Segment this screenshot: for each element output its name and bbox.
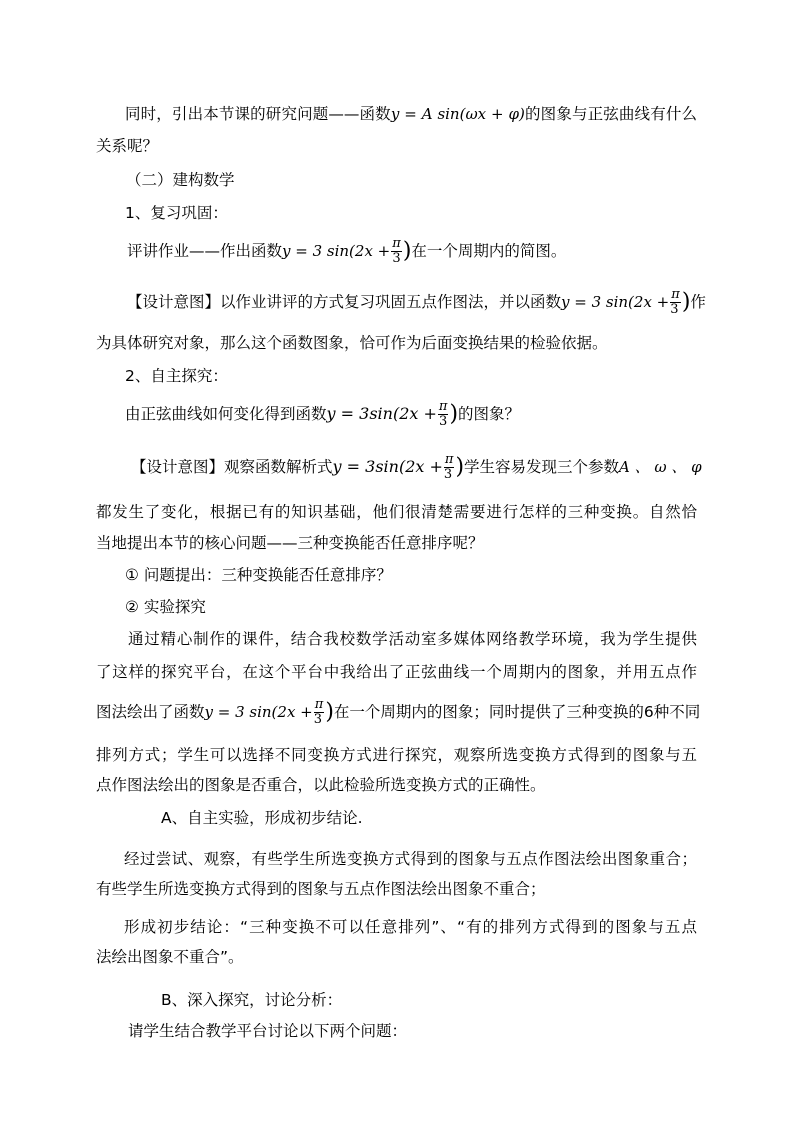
close-paren: ) bbox=[325, 699, 334, 725]
paragraph-line: 有些学生所选变换方式得到的图象与五点作图法绘出图象不重合； bbox=[96, 880, 546, 898]
paragraph-line: 排列方式；学生可以选择不同变换方式进行探究，观察所选变换方式得到的图象与五 bbox=[96, 746, 697, 764]
formula-text: y = 3 sin(2x + bbox=[204, 703, 313, 722]
text-segment: 评讲作业——作出函数 bbox=[127, 242, 283, 260]
numerator: π bbox=[671, 287, 680, 303]
paragraph-line bbox=[127, 236, 566, 267]
paragraph-line: 为具体研究对象，那么这个函数图象，恰可作为后面变换结果的检验依据。 bbox=[96, 334, 608, 352]
list-item: ② 实验探究 bbox=[125, 598, 206, 616]
fraction bbox=[670, 288, 681, 317]
paragraph-line: 关系呢？ bbox=[96, 137, 159, 155]
formula: y = A sin(ωx + φ) bbox=[390, 105, 525, 123]
formula bbox=[282, 236, 411, 267]
denominator: 3 bbox=[313, 712, 323, 728]
paragraph-line bbox=[125, 104, 697, 124]
text-segment: 【设计意图】以作业讲评的方式复习巩固五点作图法，并以函数 bbox=[127, 293, 562, 311]
paragraph-line bbox=[96, 697, 701, 728]
text-segment: 图法绘出了函数 bbox=[96, 703, 205, 721]
denominator: 3 bbox=[443, 467, 453, 483]
paragraph-line: 经过尝试、观察，有些学生所选变换方式得到的图象与五点作图法绘出图象重合； bbox=[124, 850, 697, 868]
paragraph-line: 都发生了变化，根据已有的知识基础，他们很清楚需要进行怎样的三种变换。自然恰 bbox=[96, 503, 697, 521]
numerator: π bbox=[392, 236, 401, 252]
sub-heading: A、自主实验，形成初步结论. bbox=[161, 809, 363, 827]
denominator: 3 bbox=[670, 302, 679, 318]
formula bbox=[561, 287, 690, 318]
paragraph-line: 法绘出图象不重合”。 bbox=[96, 948, 244, 966]
formula-text: y = 3 sin(2x + bbox=[561, 293, 670, 312]
paragraph-line: 点作图法绘出的图象是否重合，以此检验所选变换方式的正确性。 bbox=[96, 776, 546, 794]
text-segment: 在一个周期内的图象；同时提供了三种变换的6种不同 bbox=[333, 703, 701, 721]
formula bbox=[333, 452, 465, 483]
text-segment: 作 bbox=[690, 293, 706, 311]
list-item: ① 问题提出：三种变换能否任意排序？ bbox=[125, 566, 392, 584]
text-segment: 在一个周期内的简图。 bbox=[411, 242, 567, 260]
paragraph-line: 请学生结合教学平台讨论以下两个问题： bbox=[128, 1022, 408, 1040]
formula bbox=[327, 399, 459, 430]
fraction bbox=[438, 400, 449, 429]
paragraph-line: 当地提出本节的核心问题——三种变换能否任意排序呢？ bbox=[96, 534, 484, 552]
fraction bbox=[444, 453, 455, 482]
parameters: A 、 ω 、 φ bbox=[619, 458, 702, 476]
denominator: 3 bbox=[392, 251, 401, 267]
fraction bbox=[391, 237, 402, 266]
text-segment: 的图象与正弦曲线有什么 bbox=[524, 105, 697, 123]
formula-text: y = 3 sin(2x + bbox=[282, 242, 391, 261]
fraction bbox=[314, 698, 325, 727]
text-segment: 同时，引出本节课的研究问题——函数 bbox=[125, 105, 391, 123]
numerator: π bbox=[314, 697, 324, 713]
text-segment: 的图象？ bbox=[458, 405, 521, 423]
text-segment: 【设计意图】观察函数解析式 bbox=[131, 458, 333, 476]
paragraph-line: 形成初步结论：“三种变换不可以任意排列”、“有的排列方式得到的图象与五点 bbox=[124, 918, 697, 936]
formula-text: y = 3sin(2x + bbox=[332, 457, 443, 477]
formula bbox=[205, 697, 334, 728]
sub-heading: B、深入探究，讨论分析： bbox=[161, 991, 343, 1009]
paragraph-line: 通过精心制作的课件，结合我校数学活动室多媒体网络教学环境，我为学生提供 bbox=[128, 630, 697, 648]
close-paren: ) bbox=[402, 238, 412, 264]
denominator: 3 bbox=[439, 414, 448, 430]
close-paren: ) bbox=[681, 289, 691, 315]
numerator: π bbox=[444, 452, 454, 468]
sub-heading: 1、复习巩固： bbox=[125, 204, 228, 222]
section-heading: （二）建构数学 bbox=[126, 171, 235, 189]
close-paren: ) bbox=[455, 454, 465, 480]
formula-text: y = 3sin(2x + bbox=[326, 404, 437, 424]
text-segment: 由正弦曲线如何变化得到函数 bbox=[125, 405, 327, 423]
paragraph-line bbox=[131, 452, 702, 483]
paragraph-line: 了这样的探究平台，在这个平台中我给出了正弦曲线一个周期内的图象，并用五点作 bbox=[96, 663, 697, 681]
numerator: π bbox=[438, 399, 448, 415]
close-paren: ) bbox=[449, 401, 459, 427]
paragraph-line bbox=[125, 399, 520, 430]
text-segment: 学生容易发现三个参数 bbox=[464, 458, 620, 476]
sub-heading: 2、自主探究： bbox=[125, 367, 228, 385]
paragraph-line bbox=[127, 287, 706, 318]
